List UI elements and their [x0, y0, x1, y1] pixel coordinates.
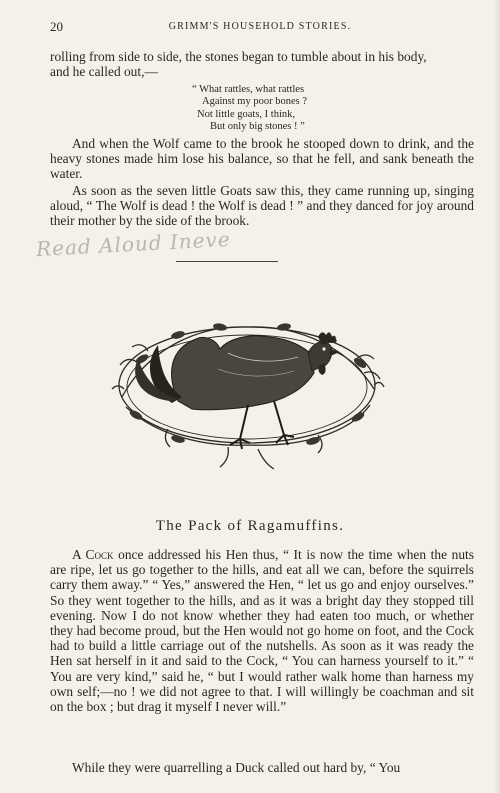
paragraph: As soon as the seven little Goats saw this, they came running up, singing aloud, “ The Wolf is dead ! the Wolf is dead ! ” and they danced for joy around their mother by the side of the brook. — [50, 183, 474, 229]
verse-line: “ What rattles, what rattles — [192, 84, 305, 95]
paragraph-text: once addressed his Hen thus, “ It is now the time when the nuts are ripe, let us go together to the hills, and eat all we can, before the squirrels carry them away.” “ Yes,” answered the Hen, “ let us go and enjoy ourselves.” So they went together to the hills, and as it was a bright day they stopped till evening. Now I do not know whether they had eaten too much, or whether they had become proud, but the Hen would not go home on foot, and the Cock had to build a little carriage out of the nutshells. As soon as it was ready the Hen sat herself in it and said to the Cock, “ You can harness yourself to it.” “ You are very kind,” said he, “ but I would rather walk home than harness my own self;—no ! we did not agree to that. I will willingly be coachman and sit on the box ; but drag it myself I never will.” — [50, 547, 474, 715]
story-end-paragraph-3 — [50, 183, 474, 229]
text-line: and he called out,— — [50, 64, 158, 80]
page-number: 20 — [50, 19, 63, 34]
story-end-paragraph-2 — [50, 136, 474, 182]
story-title: The Pack of Ragamuffins. — [155, 518, 345, 534]
pencil-annotation: Read Aloud Ineve — [35, 226, 232, 262]
running-head: GRIMM'S HOUSEHOLD STORIES. — [168, 21, 352, 32]
page-header — [50, 19, 470, 33]
verse-line: Against my poor bones ? — [202, 96, 307, 108]
rooster-engraving — [108, 289, 386, 489]
section-divider — [176, 261, 278, 262]
paragraph — [50, 547, 474, 714]
verse-line: But only big stones ! ” — [210, 121, 305, 133]
paragraph: And when the Wolf came to the brook he stooped down to drink, and the heavy stones made him lose his balance, so that he fell, and sank beneath the water. — [50, 136, 474, 182]
paragraph: While they were quarrelling a Duck called out hard by, “ You — [72, 760, 401, 775]
wolf-verse — [192, 84, 307, 134]
new-story-paragraph-2 — [50, 760, 474, 775]
page-edge-shadow — [494, 0, 500, 793]
opening-words: A Cock — [72, 547, 114, 562]
story-end-paragraph-1 — [50, 49, 474, 79]
new-story-paragraph-1 — [50, 547, 474, 714]
text-line: rolling from side to side, the stones began to tumble about in his body, — [50, 49, 427, 64]
verse-line: Not little goats, I think, — [197, 108, 295, 120]
